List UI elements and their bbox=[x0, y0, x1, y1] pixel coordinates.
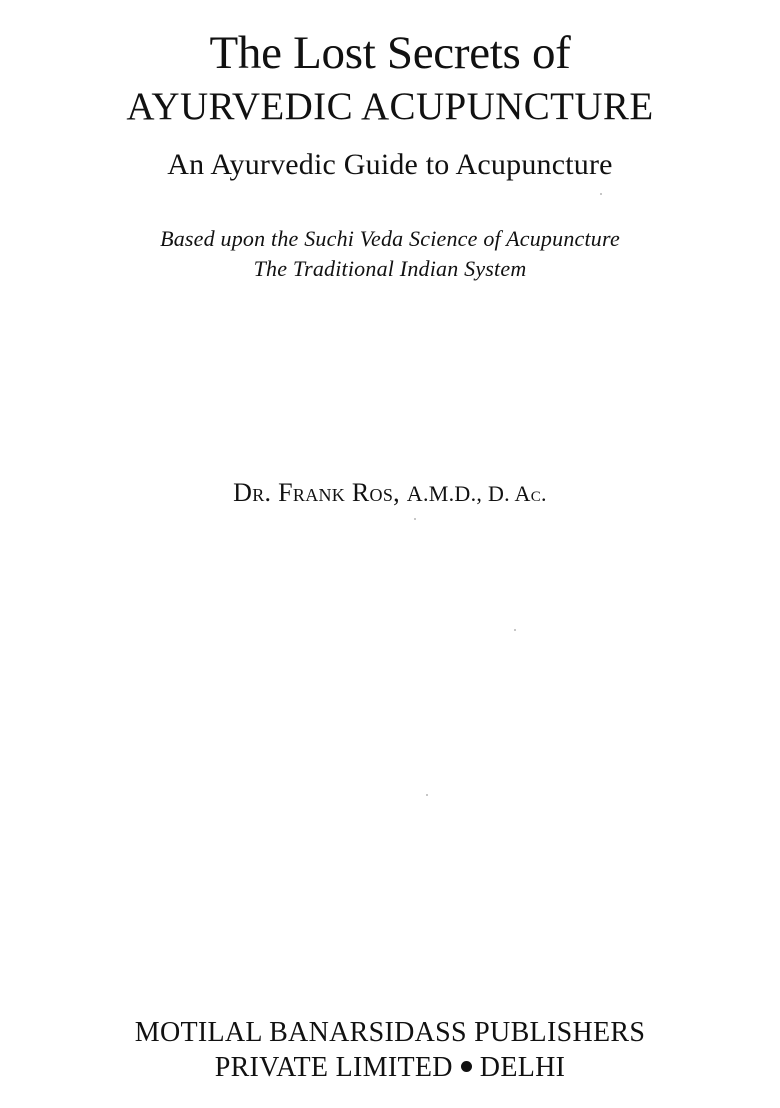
author-name: Dr. Frank Ros, bbox=[233, 478, 400, 507]
bullet-separator-icon bbox=[461, 1061, 472, 1072]
publisher-name: MOTILAL BANARSIDASS PUBLISHERS bbox=[134, 1017, 646, 1048]
tagline-line-1: Based upon the Suchi Veda Science of Acupuncture bbox=[160, 226, 620, 251]
author-credentials: A.M.D., D. Ac. bbox=[406, 481, 547, 506]
book-title-line-2: AYURVEDIC ACUPUNCTURE bbox=[126, 85, 654, 128]
author-line bbox=[0, 478, 780, 508]
book-subtitle: An Ayurvedic Guide to Acupuncture bbox=[167, 148, 613, 181]
publisher-type: PRIVATE LIMITED bbox=[214, 1052, 453, 1083]
publisher-city: DELHI bbox=[479, 1052, 566, 1083]
paper-speck bbox=[514, 629, 516, 631]
book-title-line-1: The Lost Secrets of bbox=[209, 27, 571, 79]
publisher-location-line bbox=[0, 1052, 780, 1084]
paper-speck bbox=[426, 794, 428, 796]
paper-speck bbox=[414, 518, 416, 520]
paper-speck bbox=[600, 193, 602, 195]
tagline-line-2: The Traditional Indian System bbox=[253, 256, 527, 281]
